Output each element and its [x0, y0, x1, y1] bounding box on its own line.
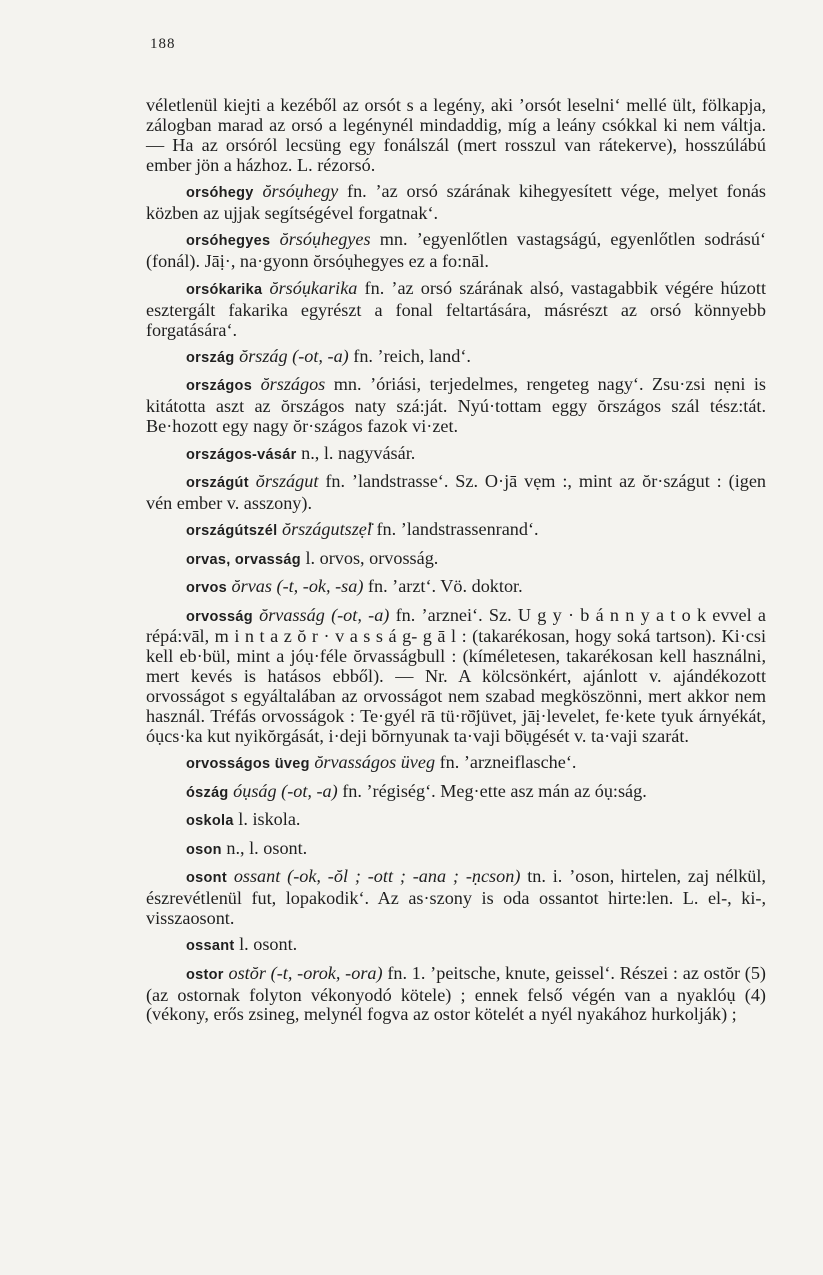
dictionary-entry [146, 964, 766, 1026]
dictionary-entry [146, 935, 766, 957]
intro-paragraph: véletlenül kiejti a kezéből az orsót s a legény, aki ’orsót leselni‘ mellé ült, fölkapja, zálogban marad az orsó a legénynél mindaddig, míg a leány csókkal ki nem váltja. — Ha az orsóról lecsüng egy fonálszál (mert rosszul van rátekerve), hosszúlábú ember jön a házhoz. L. rézorsó. [146, 95, 766, 175]
entry-definition: fn. ’landstrassenrand‘. [376, 519, 539, 540]
entry-definition: fn. ’landstrasse‘. Sz. O·jā vẹm :, mint az ŏr·szágut : (igen vén ember v. asszony). [146, 471, 767, 513]
entry-definition: tn. i. ’oson, hirtelen, zaj nélkül, észrevétlenül fut, lopakodik‘. Az as·szony is oda ossantot hirte:len. L. el-, ki-, visszaosont. [146, 866, 766, 928]
dictionary-entry [146, 606, 766, 747]
entry-phonetic: ŏrvas (-t, -ok, -sa) [231, 576, 364, 597]
entry-headword: osont [186, 870, 227, 886]
entry-headword: orvas, orvasság [186, 551, 301, 568]
entry-definition: n., l. osont. [226, 837, 308, 858]
entry-definition: fn. ’reich, land‘. [353, 345, 471, 366]
dictionary-entry [146, 520, 766, 542]
dictionary-entry [146, 867, 766, 929]
entry-definition: l. orvos, orvosság. [305, 547, 439, 568]
dictionary-entry [146, 375, 766, 437]
entry-definition: fn. ’az orsó szárának alsó, vastagabbik végére húzott esztergált fakarika egyrészt a fonal feltartására, másrészt az orsó könnyebb forgatására‘. [146, 277, 766, 340]
entry-definition: l. iskola. [238, 809, 301, 830]
entry-phonetic: ŏrszágos [260, 374, 326, 395]
dictionary-entry [146, 810, 766, 832]
dictionary-entry [146, 230, 766, 272]
entry-definition: fn. ’arzt‘. Vö. doktor. [367, 576, 523, 597]
entry-phonetic: ŏrsóụhegyes [279, 229, 371, 250]
entry-headword: orvosság [186, 608, 253, 625]
entry-headword: ószág [186, 784, 229, 801]
entry-definition: fn. ’arzneiflasche‘. [439, 752, 577, 773]
entry-definition: n., l. nagyvásár. [301, 442, 416, 463]
entry-phonetic: ŏrsóụkarika [269, 277, 358, 298]
entry-headword: ostor [186, 966, 224, 983]
entry-headword: orvosságos üveg [186, 756, 310, 773]
dictionary-entry [146, 472, 766, 514]
entry-headword: országút [186, 475, 249, 491]
entry-phonetic: ostŏr (-t, -orok, -ora) [228, 962, 383, 983]
entry-phonetic: ŏrvasság (-ot, -a) [259, 604, 390, 625]
entry-definition: fn. ’az orsó szárának kihegyesített vége, melyet fonás közben az ujjak segítségével forgatnak‘. [146, 181, 766, 224]
text-column [146, 96, 766, 1032]
dictionary-entry [146, 782, 766, 804]
entry-headword: orsóhegy [186, 185, 254, 202]
dictionary-entry [146, 347, 766, 369]
entry-phonetic: ŏrszágutszẹ̈l [281, 519, 372, 540]
dictionary-entry [146, 753, 766, 775]
entry-phonetic: ŏrsóụhegy [262, 181, 339, 202]
entry-definition: fn. ’arznei‘. Sz. U g y · b á n n y a t o k evvel a répá:vāl, m i n t a z ŏ r · v a s s á g- g ā l : (takarékosan, hogy soká tartson). Ki·csi kell eb·bül, mint a jóụ·féle ŏrvasságbull : (kíméletesen, takarékosan kell használni, mert kevés is hatásos ebből). — Nr. A kölcsönkért, ajánlott v. ajándékozott orvosságot s egyáltalában az orvosságot nem szabad megköszönni, mert akkor nem használ. Tréfás orvosságok : Te·gyél rā tü·rŏ̈jüvet, jāị·levelet, fe·kete tyuk árnyékát, óụcs·ka kut nyikŏrgását, i·deji bŏrnyunak ta·vaji bŏ̈ụgését v. ta·vaji szarát. [146, 604, 767, 746]
page-number: 188 [150, 36, 176, 52]
entry-list [146, 182, 766, 1025]
dictionary-entry [146, 549, 766, 571]
entry-headword: orvos [186, 580, 227, 597]
entry-definition: fn. 1. ’peitsche, knute, geissel‘. Részei : az ostŏr (5) (az ostornak folyton vékonyodó kötele) ; ennek felső végén van a nyaklóụ (4) (vékony, erős zsineg, melynél fogva az ostor kötelét a nyél nyakához hurkolják) ; [146, 962, 766, 1025]
dictionary-entry [146, 577, 766, 599]
entry-headword: országos-vásár [186, 446, 297, 463]
entry-headword: országos [186, 378, 253, 395]
entry-phonetic: ŏrszágut [255, 471, 319, 491]
entry-headword: oskola [186, 813, 234, 830]
entry-definition: fn. ’régiség‘. Meg·ette asz mán az óụ:ság. [342, 780, 647, 801]
entry-definition: mn. ’egyenlőtlen vastagságú, egyenlőtlen sodrású‘ (fonál). Jāị·, na·gyonn ŏrsóụhegyes ez a fo:nāl. [146, 229, 767, 272]
entry-headword: ország [186, 349, 235, 366]
entry-phonetic: ŏrszág (-ot, -a) [239, 345, 349, 366]
dictionary-entry [146, 279, 766, 341]
entry-phonetic: ossant (-ok, -ŏl ; -ott ; -ana ; -ṇcson) [233, 866, 521, 886]
entry-headword: országútszél [186, 523, 278, 540]
entry-headword: oson [186, 841, 222, 858]
dictionary-entry [146, 182, 766, 224]
entry-headword: orsókarika [186, 281, 263, 298]
entry-headword: ossant [186, 938, 235, 955]
dictionary-entry [146, 839, 766, 861]
entry-phonetic: óụság (-ot, -a) [233, 780, 338, 801]
entry-headword: orsóhegyes [186, 233, 271, 250]
dictionary-entry [146, 444, 766, 466]
entry-definition: l. osont. [239, 934, 298, 955]
entry-phonetic: ŏrvasságos üveg [314, 752, 436, 773]
entry-definition: mn. ’óriási, terjedelmes, rengeteg nagy‘. Zsu·zsi nẹni is kitátotta aszt az ŏrszágos naty szá:ját. Nyú·tottam eggy ŏrszágos szál tész:tát. Be·hozott egy nagy ŏr·szágos fazok vi·zet. [146, 374, 767, 437]
